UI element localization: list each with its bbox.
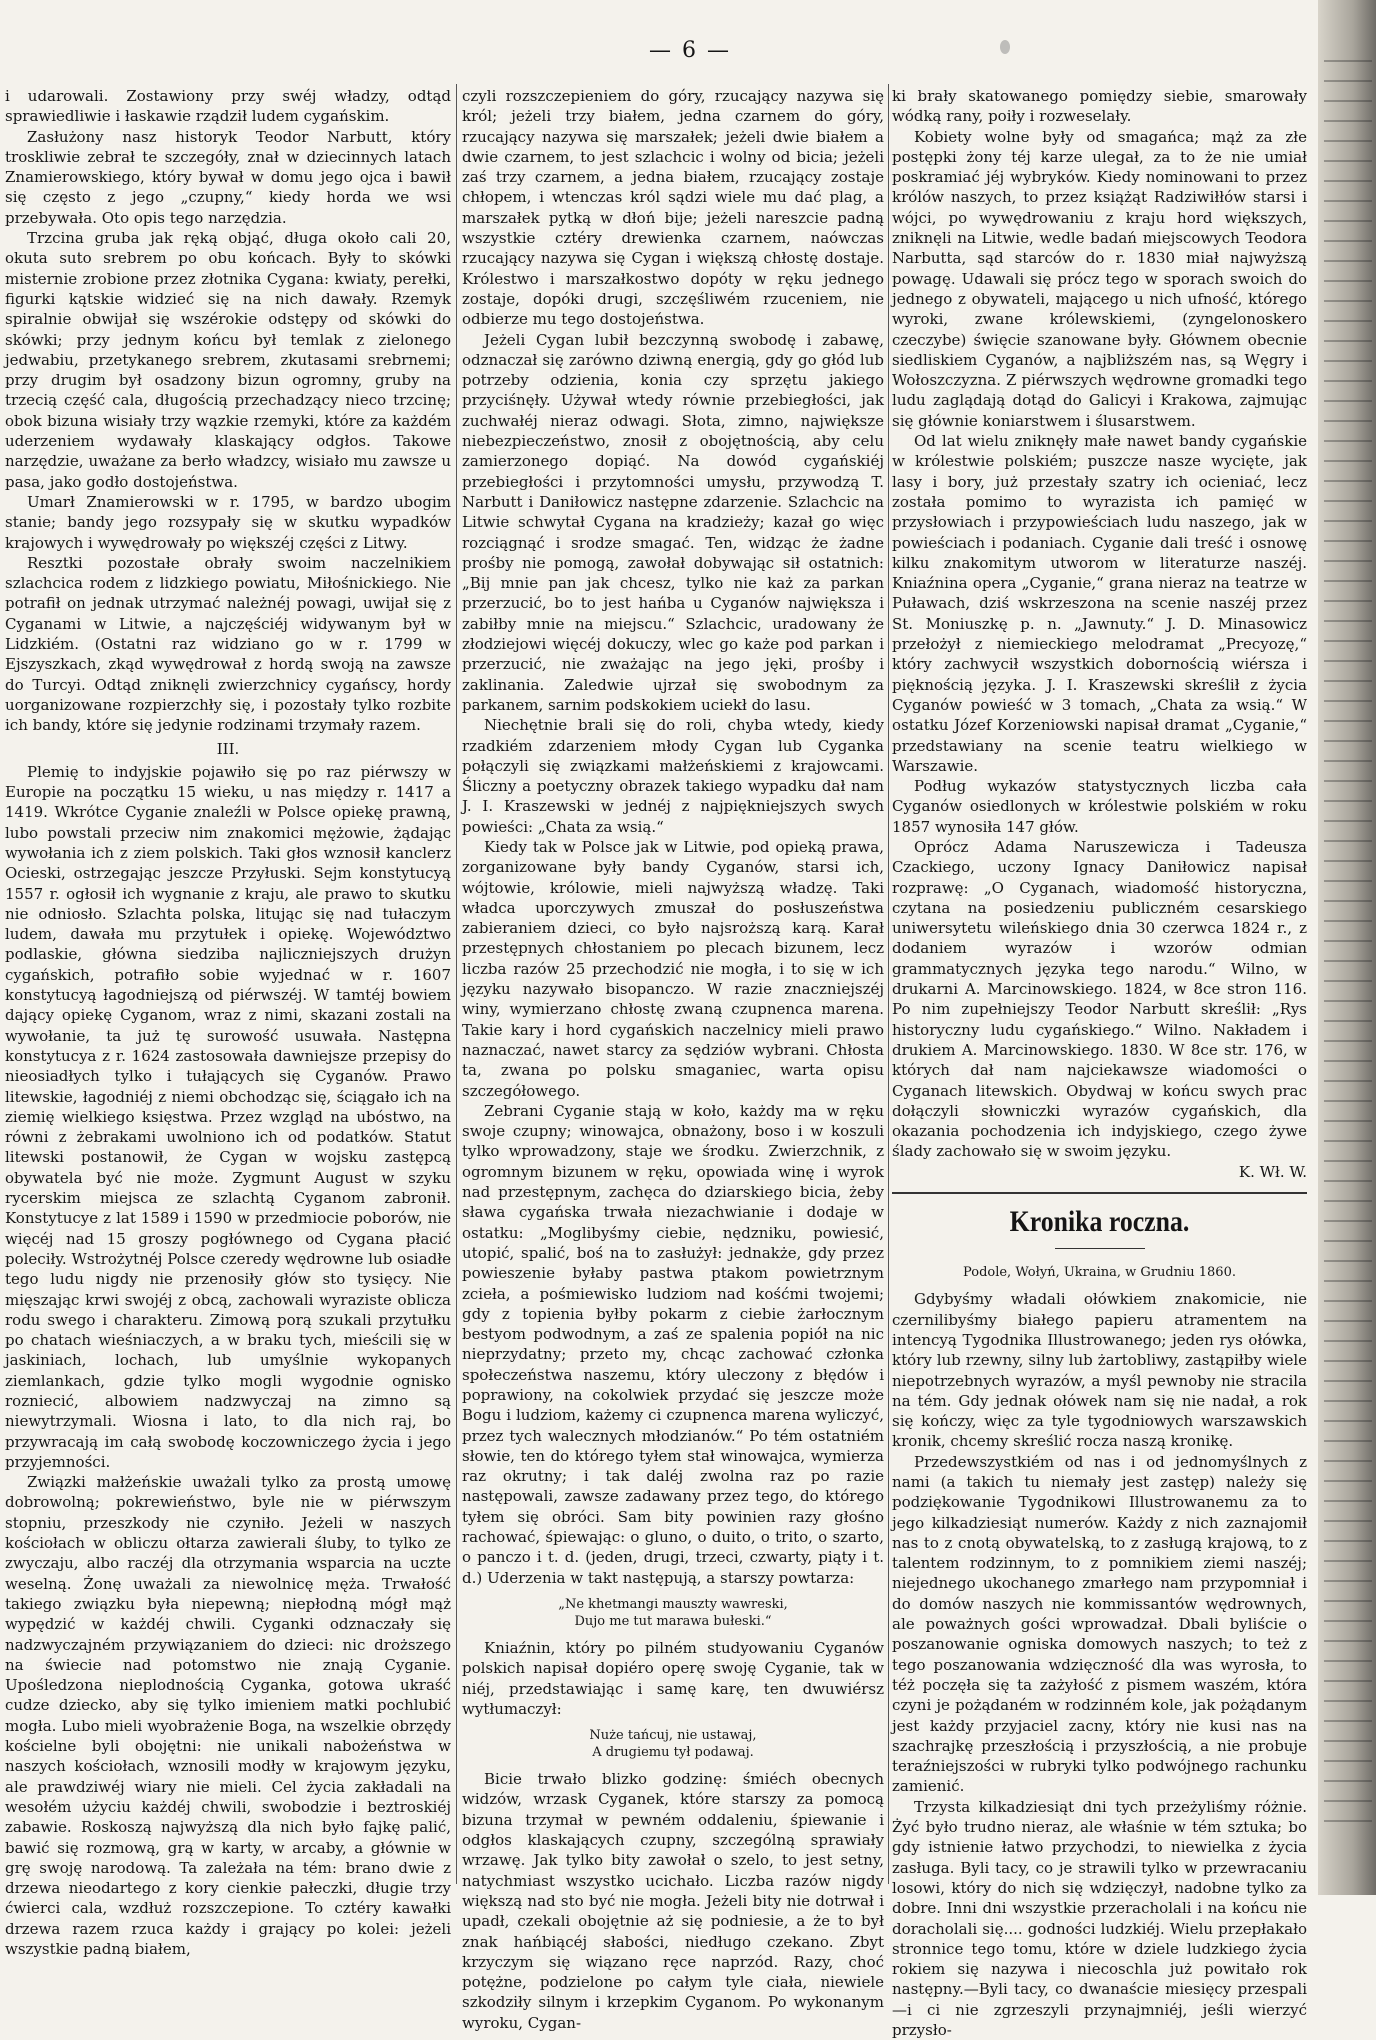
paragraph: Zasłużony nasz historyk Teodor Narbutt, który troskliwie zebrał te szczegóły, znał w dziecinnych latach Znamierowskiego, który bywał w domu jego ojca i bawił się często z jego „czupny,“ kiedy horda we wsi przebywała. Oto opis tego narzędzia. xyxy=(5,127,451,227)
verse-line: „Ne khetmangi mauszty wawreski, xyxy=(558,1596,788,1612)
paragraph: Związki małżeńskie uważali tylko za prostą umowę dobrowolną; pokrewieństwo, byle nie w piérwszym stopniu, przeszkody nie czyniło. Jeżeli w naszych kościołach w obliczu ołtarza zawierali śluby, to tylko ze zwyczaju, albo raczéj dla otrzymania wsparcia na uczte weselną. Żonę uważali za niewolnicę męża. Trwałość takiego związku była niepewną; niepłodną mógł mąż wypędzić w każdéj chwili. Cyganki odznaczały się nadzwyczajném przywiązaniem do dzieci: nic droższego na świecie nad potomstwo nie znają Cyganie. Upośledzona nieplodnością Cyganka, gotowa ukraść cudze dziecko, aby się tylko imieniem matki pochlubić mogła. Lubo mieli wyobrażenie Boga, na wszelkie obrzędy kościelne byli obojętni: nie unikali nabożeństwa w naszych kościołach, wznosili modły w krajowym języku, ale prawdziwéj wiary nie mieli. Cel życia zakładali na wesołém użyciu każdéj chwili, swobodzie i beztroskiéj zabawie. Roskoszą najwyższą dla nich było fajkę palić, bawić się rozmową, grą w karty, w arcaby, a głównie w grę swoję narodową. Ta zależała na tém: brano dwie z drzewa nieodartego z kory cienkie pałeczki, długie trzy ćwierci cala, wzdłuż rozszczepione. To cztéry kawałki drzewa razem rzuca każdy i grający po kolei: jeżeli wszystkie padną białem, xyxy=(5,1473,451,1959)
author-signature: K. Wł. W. xyxy=(1238,1162,1307,1181)
paragraph: Niechętnie brali się do roli, chyba wtedy, kiedy rzadkiém zdarzeniem młody Cygan lub Cyganka połączyli się związkami małżeńskiemi z krajowcami. Śliczny a poetyczny obrazek takiego wypadku dał nam J. I. Kraszewski w jednéj z najpiękniejszych swych powieści: „Chata za wsią.“ xyxy=(462,716,884,836)
paragraph: Bicie trwało blizko godzinę: śmiéch obecnych widzów, wrzask Cyganek, które starszy za pomocą bizuna trzymał w pewném oddaleniu, śpiewanie i odgłos klaskających czupny, szczególną sprawiały wrzawę. Jak tylko bity zawołał o szelo, to jest setny, natychmiast wszystko ucichało. Liczba razów nigdy większą nad sto być nie mogła. Jeżeli bity nie dotrwał i upadł, czekali obojętnie aż się podniesie, a że to był znak hańbiącéj słabości, niedługo czekano. Zbyt krzyczym się wiązano ręce naprzód. Razy, choć potężne, podzielone po całym tyle ciała, niewiele szkodziły silnym i krzepkim Cyganom. Po wykonanym wyroku, Cygan- xyxy=(462,1770,884,2032)
paragraph: Przedewszystkiém od nas i od jednomyślnych z nami (a takich tu niemały jest zastęp) należy się podziękowanie Tygodnikowi Illustrowanemu za to jego kilkadziesiąt numerów. Każdy z nich zaznajomił nas to z cnotą obywatelską, to z zasługą krajową, to z talentem rodzinnym, to z pomnikiem ziemi naszéj; niejednego ukochanego zmarłego nam przypomniał i do domów naszych nie kommissantów wędrownych, ale poważnych gości wprowadzał. Dbali byliście o poszanowanie ogniska domowych naszych; to też z tego poszanowania wdzięczność dla was wyrosła, to téż poczęła się ta zażyłość z pismem waszém, która czyni je pożądaném w rodzinném kole, jak pożądanym jest każdy przyjaciel zacny, który nie kusi nas na szachrajkę przeszłością i przyszłością, a nie probuje teraźniejszości w rubryki tylko podwójnego rachunku zamienić. xyxy=(892,1452,1307,1796)
paragraph: ki brały skatowanego pomiędzy siebie, smarowały wódką rany, poiły i rozweselały. xyxy=(892,87,1307,126)
section-heading: III. xyxy=(216,739,240,758)
verse-line: A drugiemu tył podawaj. xyxy=(592,1745,754,1761)
section-title: Kronika roczna. xyxy=(1009,1205,1190,1239)
paragraph: czyli rozszczepieniem do góry, rzucający nazywa się król; jeżeli trzy białem, jedna czarnem do góry, rzucający nazywa się marszałek; jeżeli dwie białem a dwie czarnem, to jest szlachcic i wolny od bicia; jeżeli zaś trzy czarnem, a jedna białem, rzucający zostaje chłopem, i wtenczas król sądzi wiele mu dać plag, a marszałek pytką w dłoń bije; jeżeli nareszcie padną wszystkie cztéry drewienka czarnem, naówczas rzucający nazywa się Cygan i większą chłostę dostaje. Królestwo i marszałkostwo dopóty w ręku jednego zostaje, dopóki drugi, szczęśliwém rzuceniem, nie odbierze mu tego dostojeństwa. xyxy=(462,87,884,329)
verse-quote-1 xyxy=(462,1596,884,1630)
page-edge-shadow xyxy=(1318,0,1376,1895)
verse-line: Nuże tańcuj, nie ustawaj, xyxy=(589,1728,757,1744)
ink-smudge xyxy=(1000,40,1010,54)
paragraph: Kniaźnin, który po pilném studyowaniu Cyganów polskich napisał dopiéro operę swoję Cyganie, tak w niéj, przedstawiając i samę karę, ten dwuwiérsz wytłumaczył: xyxy=(462,1638,884,1718)
paragraph: Gdybyśmy władali ołówkiem znakomicie, nie czernilibyśmy białego papieru atramentem na intencyą Tygodnika Illustrowanego; jeden rys ołówka, który lub rzewny, silny lub żartobliwy, zastąpiłby wiele niepotrzebnych wyrazów, a myśl pewnoby nie stracila na tém. Gdy jednak ołówek nam się nie nadał, a rok się kończy, więc za tyle tygodniowych warszawskich kronik, chcemy skreślić rocza naszą kronikę. xyxy=(892,1290,1307,1451)
paragraph: Jeżeli Cygan lubił bezczynną swobodę i zabawę, odznaczał się zarówno dziwną energią, gdy go głód lub potrzeby odzienia, konia czy sprzętu jakiego przyciśnęły. Używał wtedy równie przebiegłości, jak zuchwałéj nieraz odwagi. Słota, zimno, największe niebezpieczeństwo, znosił z obojętnością, aby celu zamierzonego dopiąć. Na dowód cygańskiéj przebiegłości i przytomności umysłu, przywodzą T. Narbutt i Daniłowicz następne zdarzenie. Szlachcic na Litwie schwytał Cygana na kradzieży; kazał go więc rozciągnąć i srodze smagać. Ten, widząc że żadne prośby nie pomogą, zawołał dobywając sił ostatnich: „Bij mnie pan jak chcesz, tylko nie każ za parkan przerzucić, bo to jest hańba u Cyganów największa i zabiłby mnie na miejscu.“ Szlachcic, uradowany że złodziejowi więcéj dokuczy, wlec go każe pod parkan i przerzucić, nie zważając na jego jęki, prośby i zaklinania. Zaledwie ujrzał się swobodnym za parkanem, sarnim podskokiem uciekł do lasu. xyxy=(462,330,884,714)
page-number: — 6 — xyxy=(649,38,731,63)
column-3 xyxy=(892,86,1307,2040)
paragraph: Plemię to indyjskie pojawiło się po raz piérwszy w Europie na początku 15 wieku, u nas między r. 1417 a 1419. Wkrótce Cyganie znaleźli w Polsce opiekę prawną, lubo powstali przeciw nim znakomici mężowie, żądając wywołania ich z ziem polskich. Taki głos wznosił kanclerz Ocieski, ostrzegając jeszcze Przyłuski. Sejm konstytucyą 1557 r. ogłosił ich wygnanie z kraju, ale prawo to skutku nie odniosło. Szlachta polska, litując się nad tułaczym ludem, dawała mu przytułek i opiekę. Województwo podlaskie, główna siedziba najliczniejszych drużyn cygańskich, potrafiło sobie wyjednać w r. 1607 konstytucyą łagodniejszą od piérwszéj. W tamtéj bowiem dający opiekę Cyganom, wraz z nimi, skazani zostali na wywołanie, ta już tę surowość usuwała. Następna konstytucya z r. 1624 zastosowała dawniejsze przepisy do nieosiadłych tylko i tułających się Cyganów. Prawo litewskie, łagodniéj z niemi obchodząc się, ściągało ich na ziemię wielkiego księstwa. Przez wzgląd na ubóstwo, na równi z żebrakami uwolniono ich od podatków. Statut litewski postanowił, że Cygan w wojsku zastępcą obywatela być nie może. Zygmunt August w szyku rycerskim miejsca ze szlachtą Cyganom zabronił. Konstytucye z lat 1589 i 1590 w przedmiocie poborów, nie więcéj nad 15 groszy pogłównego od Cygana płacić poleciły. Wstrożytnéj Polsce czeredy wędrowne lub osiadłe tego ludu nigdy nie przenosiły głów sto tysięcy. Nie mięszając krwi swojéj z obcą, zachowali wyraziste oblicza rodu swego i charakteru. Zimową porą szukali przytułku po chatach wieśniaczych, a w braku tych, mieścili się w jaskiniach, lochach, lub umyślnie wykopanych ziemlankach, gdzie tylko mogli wygodnie ognisko rozniecić, albowiem nadzwyczaj na zimno są niewytrzymali. Wiosna i lato, to dla nich raj, bo przywracają im całą swobodę koczowniczego życia i jego przyjemności. xyxy=(5,762,451,1471)
paragraph: Zebrani Cyganie stają w koło, każdy ma w ręku swoje czupny; winowajca, obnażony, boso i w koszuli tylko wprowadzony, staje we środku. Zwierzchnik, z ogromnym bizunem w ręku, opowiada winę i wyrok nad przestępnym, zachęca do dziarskiego bicia, żeby sława cygańska trwała niezachwianie i dodaje w ostatku: „Moglibyśmy ciebie, nędzniku, powiesić, utopić, spalić, boś na to zasłużył: jednakże, gdy przez powieszenie byłaby pastwa ptakom powietrznym zcieła, a pośmiewisko ludziom nad kośćmi twojemi; gdy z topienia byłby pokarm z ciebie żarłocznym bestyom podwodnym, a zaś ze spalenia popiół na nic nieprzydatny; przeto my, chcąc zachować członka społeczeństwa naszemu, który uleczony z błędów i poprawiony, na cokolwiek przydać się jeszcze może Bogu i ludziom, każemy ci czupnenca marena wyliczyć, przez tych walecznych młodzianów.“ Po tém ostatniém słowie, ten do którego tyłem stał winowajca, wymierza raz okrutny; i tak daléj zwolna raz po razie następowali, zawsze zadawany przez tego, do którego tyłem się obróci. Sam bity powinien razy głośno rachować, śpiewając: o gluno, o duito, o trito, o szarto, o panczo i t. d. (jeden, drugi, trzeci, czwarty, piąty i t. d.) Uderzenia w takt następują, a starszy powtarza: xyxy=(462,1101,884,1587)
paragraph: Trzcina gruba jak ręką objąć, długa około cali 20, okuta suto srebrem po obu końcach. Były to skówki misternie zrobione przez złotnika Cygana: kwiaty, perełki, figurki kątskie widzieć się na nich dawały. Rzemyk spiralnie obwijał się wszérokie odstępy od skówki do skówki; przy jednym końcu był temlak z zielonego jedwabiu, przetykanego srebrem, zkutasami srebrnemi; przy drugim był osadzony bizun ogromny, gruby na trzecią część cala, długością przechadzący nieco trzcinę; obok bizuna wisiały trzy wązkie rzemyki, które za każdém uderzeniem wydawały klaskający odgłos. Takowe narzędzie, uważane za berło władzcy, wisiało mu zawsze u pasa, jako godło dostojeństwa. xyxy=(5,229,451,491)
section-divider xyxy=(892,1192,1307,1194)
column-2 xyxy=(462,86,884,2032)
title-underline xyxy=(1055,1248,1145,1249)
dateline: Podole, Wołyń, Ukraina, w Grudniu 1860. xyxy=(963,1265,1236,1281)
paragraph: Kobiety wolne były od smagańca; mąż za złe postępki żony téj karze ulegał, za to że nie umiał poskramiać jéj wybryków. Kiedy nominowani to przez królów naszych, to przez książąt Radziwiłłów starsi i wójci, po wywędrowaniu z kraju hord większych, zniknęli na Litwie, wedle badań miejscowych Teodora Narbutta, sąd starców do r. 1830 miał najwyższą powagę. Udawali się prócz tego w sporach swoich do jednego z obywateli, mającego u nich ufność, którego wyroki, zwane królewskiemi, (zyngelonoskero czeczybe) święcie szanowane były. Głównem obecnie siedliskiem Cyganów, a najbliższém nas, są Węgry i Wołoszczyzna. Z piérwszych wędrowne gromadki tego ludu zaglądają dotąd do Galicyi i Krakowa, zajmując się głównie koniarstwem i ślusarstwem. xyxy=(892,127,1307,430)
verse-quote-2 xyxy=(462,1727,884,1761)
paragraph: Resztki pozostałe obrały swoim naczelnikiem szlachcica rodem z lidzkiego powiatu, Miłośnickiego. Nie potrafił on jednak utrzymać należnéj powagi, uwijał się z Cyganami w Litwie, a najczęściéj widywanym był w Lidzkiém. (Ostatni raz widziano go w r. 1799 w Ejszyszkach, zkąd wywędrował z hordą swoją na zawsze do Turcyi. Odtąd zniknęli zwierzchnicy cygańscy, hordy uorganizowane rozpierzchły się, i pozostały tylko rozbite ich bandy, które się jedynie rodzinami trzymały razem. xyxy=(5,553,451,735)
column-rule-1 xyxy=(456,84,457,1884)
paragraph: i udarowali. Zostawiony przy swéj władzy, odtąd sprawiedliwie i łaskawie rządził ludem cygańskim. xyxy=(5,87,451,126)
column-rule-2 xyxy=(888,84,889,1884)
paragraph: Umarł Znamierowski w r. 1795, w bardzo ubogim stanie; bandy jego rozsypały się w skutku wypadków krajowych i wywędrowały po większéj części z Litwy. xyxy=(5,492,451,552)
paragraph: Podług wykazów statystycznych liczba cała Cyganów osiedlonych w królestwie polskiém w roku 1857 wynosiła 147 głów. xyxy=(892,777,1307,836)
paragraph: Kiedy tak w Polsce jak w Litwie, pod opieką prawa, zorganizowane były bandy Cyganów, starsi ich, wójtowie, królowie, mieli najwyższą władzę. Taki władca uporczywych zmuszał do posłuszeństwa zabieraniem dzieci, co było najsroższą karą. Karał przestępnych chłostaniem po plecach bizunem, lecz liczba razów 25 przechodzić nie mogła, i to się w ich języku nazywało bisopanczo. W razie znaczniejszéj winy, wymierzano chłostę zwaną czupnenca marena. Takie kary i hord cygańskich naczelnicy mieli prawo naznaczać, nawet starcy za sędziów wybrani. Chłosta ta, zwana po polsku smaganiec, warta opisu szczegółowego. xyxy=(462,837,884,1100)
paragraph: Trzysta kilkadziesiąt dni tych przeżyliśmy różnie. Żyć było trudno nieraz, ale właśnie w tém sztuka; bo gdy istnienie łatwo przychodzi, to niewielka z życia zasługa. Byli tacy, co je strawili tylko w przewracaniu losowi, który do nich się wdzięczył, nadobne tylko za dobre. Inni dni wszystkie przeracholali i na końcu nie doracholali się.... godności ludzkiéj. Wielu przepłakało stronnice tego tomu, które w dziele ludzkiego życia rokiem się nazywa i niecoschla już powitało rok następny.—Byli tacy, co dwanaście miesięcy przespali—i ci nie zgrzeszyli przynajmniéj, jeśli wierzyć przysło- xyxy=(892,1797,1307,2040)
verse-line: Dujo me tut marawa bułeski.“ xyxy=(574,1613,772,1629)
column-1 xyxy=(5,86,451,1959)
next-page-bleed xyxy=(1324,60,1372,1840)
paragraph: Od lat wielu zniknęły małe nawet bandy cygańskie w królestwie polskiém; puszcze nasze wycięte, jak lasy i bory, już przestały szatry ich ocieniać, lecz została pomimo to wyrazista ich pamięć w przysłowiach i przypowieściach ludu naszego, jak w powieściach i podaniach. Cyganie dali treść i osnowę kilku znakomitym utworom w literaturze naszéj. Kniaźnina opera „Cyganie,“ grana nieraz na teatrze w Puławach, dziś wskrzeszona na scenie naszéj przez St. Moniuszkę p. n. „Jawnuty.“ J. D. Minasowicz przełożył z niemieckiego melodramat „Precyozę,“ który zachwycił wszystkich dobornością wiérsza i pięknością języka. J. I. Kraszewski skreślił z życia Cyganów powieść w 3 tomach, „Chata za wsią.“ W ostatku Józef Korzeniowski napisał dramat „Cyganie,“ przedstawiany na scenie teatru wielkiego w Warszawie. xyxy=(892,432,1307,775)
paragraph: Oprócz Adama Naruszewicza i Tadeusza Czackiego, uczony Ignacy Daniłowicz napisał rozprawę: „O Cyganach, wiadomość historyczna, czytana na posiedzeniu publiczném cesarskiego uniwersytetu wileńskiego dnia 30 czerwca 1824 r., z dodaniem wyrazów i wzorów odmian grammatycznych języka tego narodu.“ Wilno, w drukarni A. Marcinowskiego. 1824, w 8ce stron 116. Po nim zupełniejszy Teodor Narbutt skreślił: „Rys historyczny ludu cygańskiego.“ Wilno. Nakładem i drukiem A. Marcinowskiego. 1830. W 8ce str. 176, w których dał nam najciekawsze wiadomości o Cyganach litewskich. Obydwaj w końcu swych prac dołączyli słowniczki wyrazów cygańskich, dla okazania pochodzenia ich indyjskiego, czego żywe ślady zachowało się w swoim języku. xyxy=(892,837,1307,1161)
